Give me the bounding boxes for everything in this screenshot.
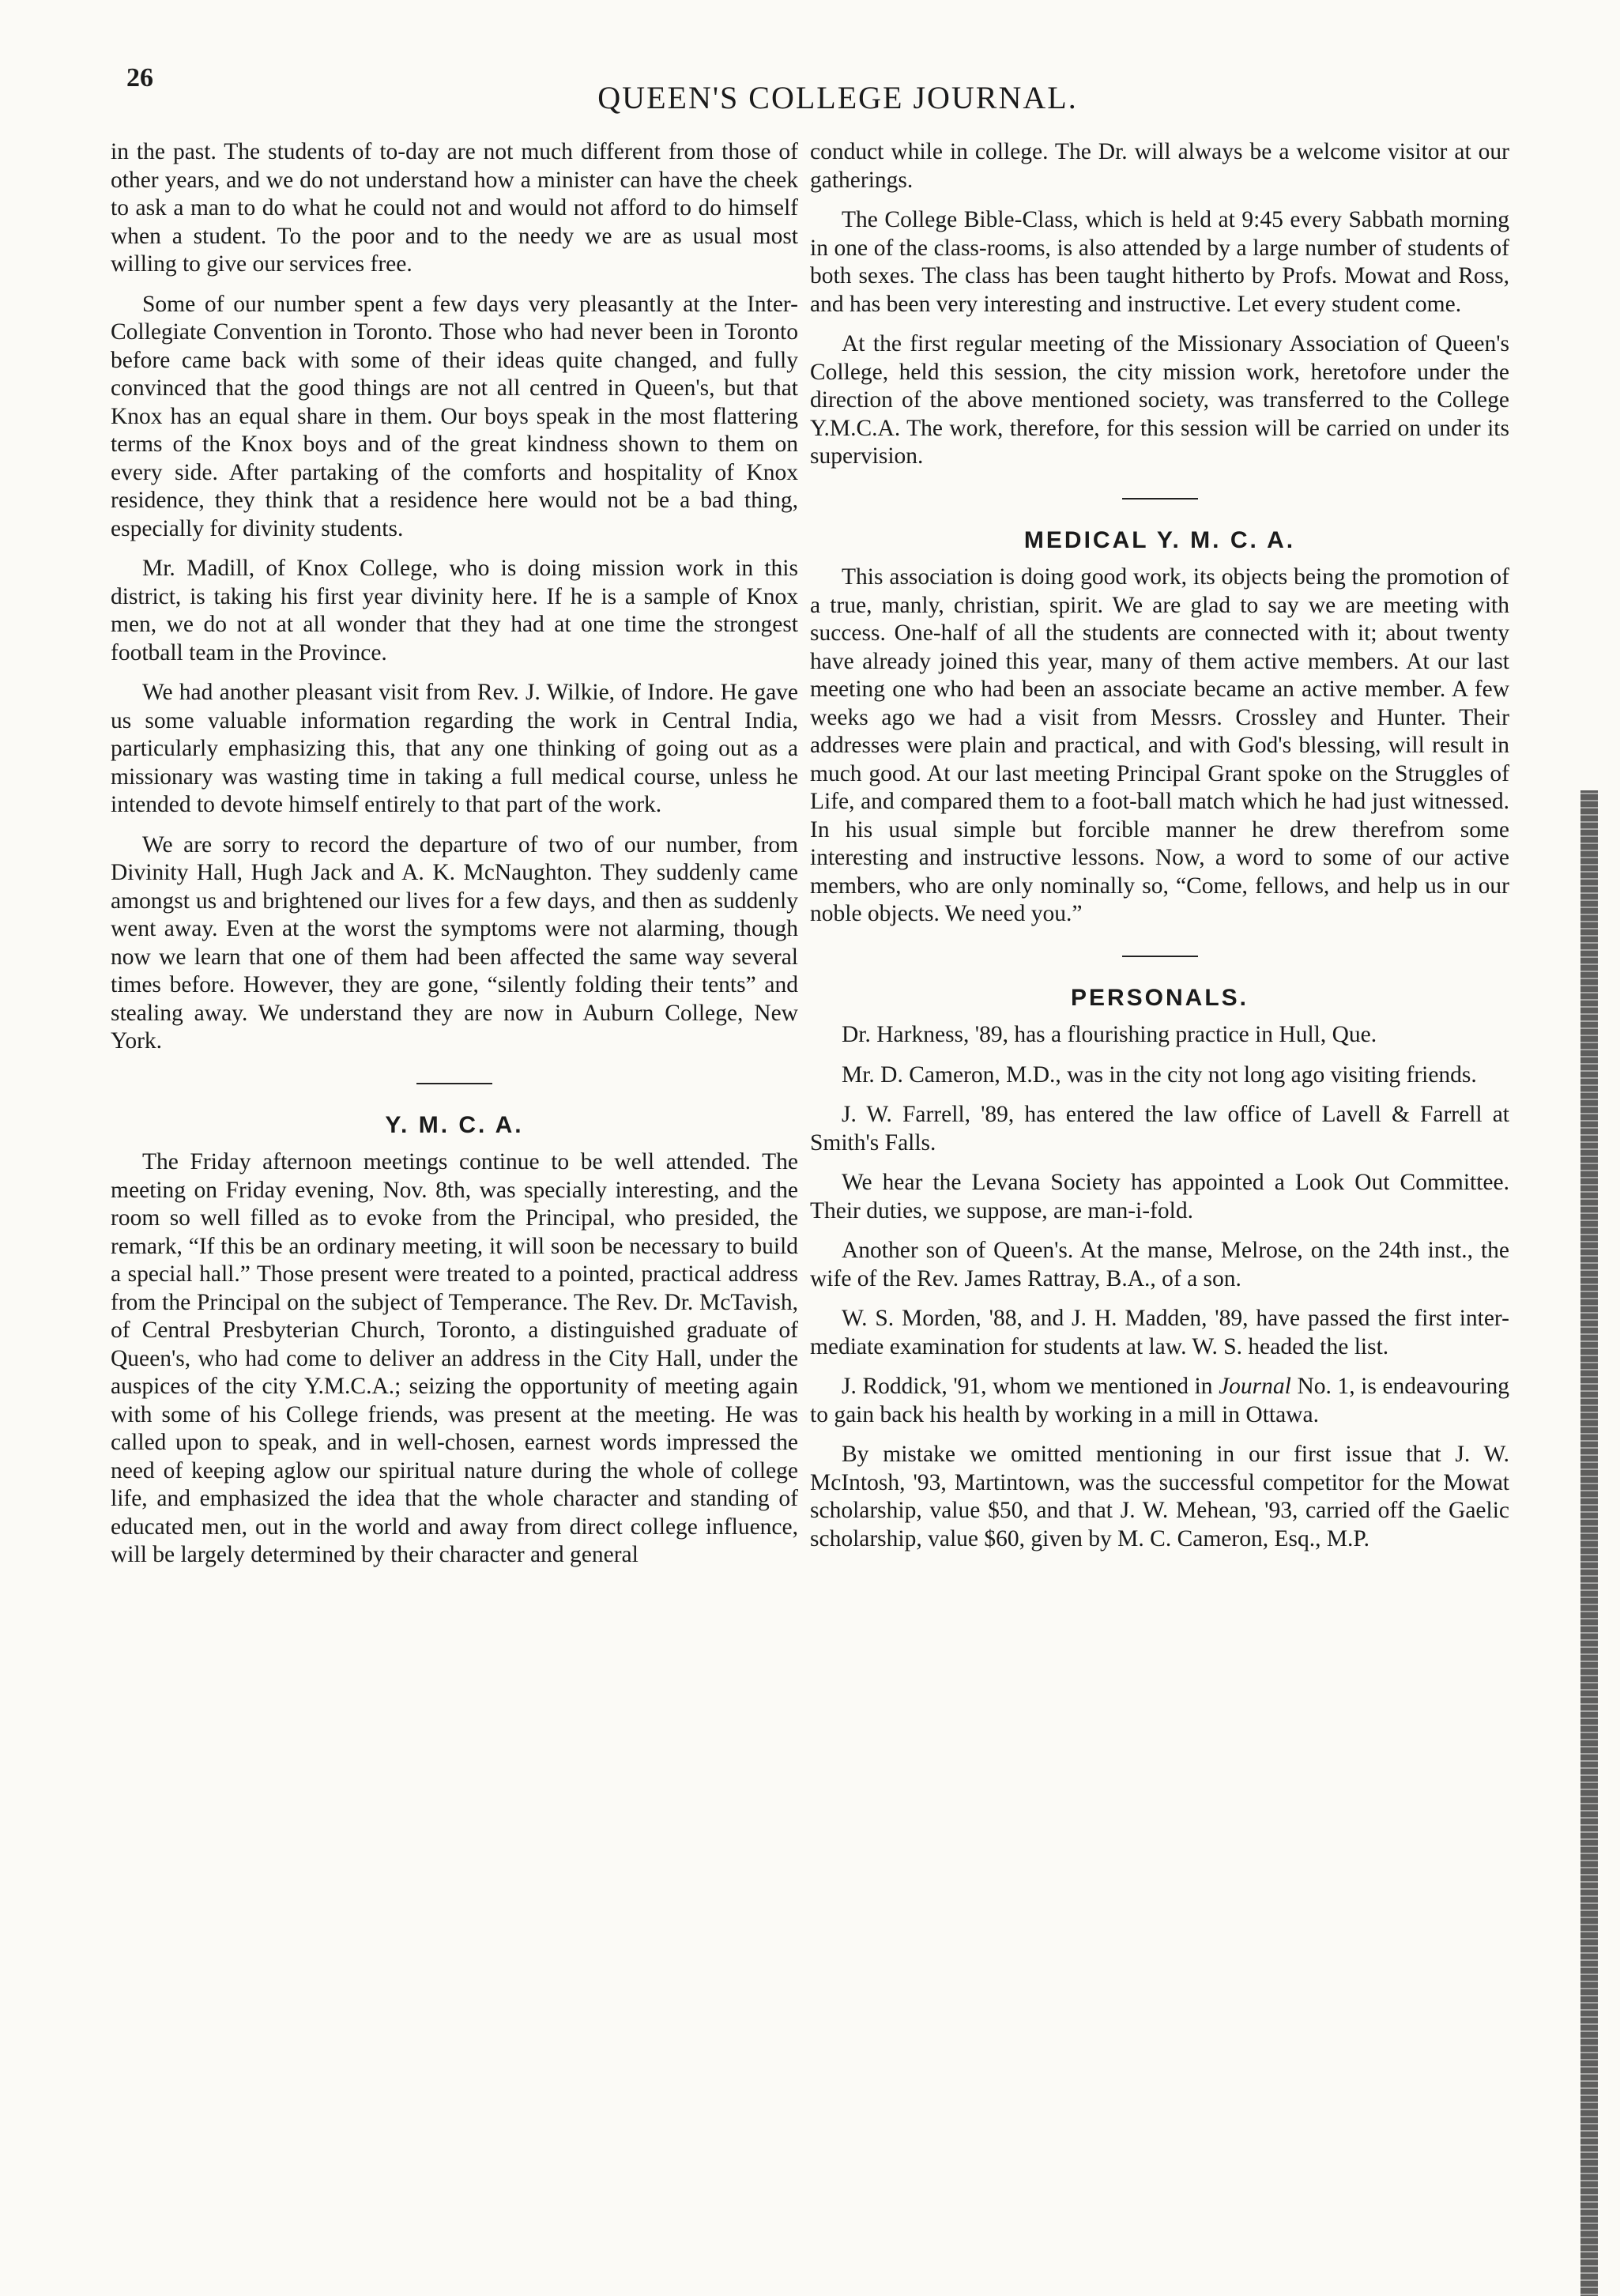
paragraph: conduct while in college. The Dr. will always be a welcome visitor at our gatherings. xyxy=(810,139,1509,193)
paragraph: We are sorry to record the departure of two of our number, from Divinity Hall, Hugh Jack and A. K. McNaughton. They suddenly came amongst us and brightened our lives for a few days, and then as suddenly went away. Even at the worst the symptoms were not alarming, though now we learn that one of them had been affected the same way several times before. However, they are gone, “silently folding their tents” and stealing away. We understand they are now in Auburn College, New York. xyxy=(111,831,798,1054)
binding-edge-mark xyxy=(1580,790,1598,2296)
personal-item: Mr. D. Cameron, M.D., was in the city not long ago visiting friends. xyxy=(842,1061,1477,1088)
personal-item: Another son of Queen's. At the manse, Melrose, on the 24th inst., the wife of the Rev. James Rattray, B.A., of a son. xyxy=(810,1238,1509,1291)
left-column xyxy=(111,138,798,1582)
right-column xyxy=(810,138,1509,1565)
personal-item xyxy=(810,1373,1509,1429)
paragraph: The College Bible-Class, which is held at 9:45 every Sabbath morning in one of the class-rooms, is also attended by a large number of students of both sexes. The class has been taught hitherto by Profs. Mowat and Ross, and has been very interesting and instructive. Let every student come. xyxy=(810,207,1509,317)
paragraph: in the past. The students of to-day are not much different from those of other years, and we do not understand how a minister can have the cheek to ask a man to do what he could not and would not afford to do himself when a student. To the poor and to the needy we are as usual most willing to give our services free. xyxy=(111,139,798,277)
personal-item: By mistake we omitted mentioning in our first issue that J. W. McIntosh, '93, Martintown, was the successful competitor for the Mowat scholarship, value $50, and that J. W. Mehean, '93, carried off the Gaelic scholarship, value $60, given by M. C. Cameron, Esq., M.P. xyxy=(810,1442,1509,1551)
paragraph: At the first regular meeting of the Missionary Association of Queen's College, held this session, the city mission work, heretofore under the direction of the above mentioned society, was transferred to the College Y.M.C.A. The work, therefore, for this session will be carried on under its supervision. xyxy=(810,331,1509,469)
paragraph: This association is doing good work, its objects being the promotion of a true, manly, christian, spirit. We are glad to say we are meeting with success. One-half of all the students are connected with it; about twenty have already joined this year, many of them active members. At our last meeting one who had been an associate became an active member. A few weeks ago we had a visit from Messrs. Crossley and Hunter. Their addresses were plain and practical, and with God's blessing, will result in much good. At our last meeting Principal Grant spoke on the Struggles of Life, and compared them to a foot-ball match which he had just witnessed. In his usual simple but forcible manner he drew therefrom some interesting and instructive lessons. Now, a word to some of our active members, who are only nominally so, “Come, fellows, and help us in our noble objects. We need you.” xyxy=(810,564,1509,926)
paragraph: The Friday afternoon meetings continue to be well attended. The meeting on Friday evening, Nov. 8th, was specially interesting, and the room so well filled as to evoke from the Principal, who presided, the remark, “If this be an ordinary meeting, it will soon be necessary to build a special hall.” Those present were treated to a pointed, practical address from the Principal on the subject of Temperance. The Rev. Dr. McTavish, of Central Presbyterian Church, Toronto, a distinguished graduate of Queen's, who had come to deliver an address in the City Hall, under the auspices of the city Y.M.C.A.; seizing the opportunity of meeting again with some of his College friends, was present at the meeting. He was called upon to speak, and in well-chosen, earnest words impressed the need of keeping aglow our spiritual nature during the whole of college life, and emphasized the idea that the whole character and standing of educated men, out in the world and away from direct college influence, will be largely determined by their character and general xyxy=(111,1149,798,1567)
personal-item: We hear the Levana Society has appointed a Look Out Committee. Their duties, we suppose, are man-i-fold. xyxy=(810,1170,1509,1223)
running-head: QUEEN'S COLLEGE JOURNAL. xyxy=(597,80,1078,115)
personal-item: W. S. Morden, '88, and J. H. Madden, '89, have passed the first inter-mediate examination for students at law. W. S. headed the list. xyxy=(810,1306,1509,1359)
personal-item: Dr. Harkness, '89, has a flourishing practice in Hull, Que. xyxy=(842,1022,1377,1047)
page-number: 26 xyxy=(126,63,153,92)
section-divider xyxy=(416,1083,492,1084)
paragraph: We had another pleasant visit from Rev. J. Wilkie, of Indore. He gave us some valuable information regarding the work in Central India, particularly emphasizing this, that any one thinking of going out as a missionary was wasting time in taking a full medical course, unless he intended to devote himself entirely to that part of the work. xyxy=(111,680,798,817)
journal-title-italic: Journal xyxy=(1219,1374,1291,1399)
personal-item: J. W. Farrell, '89, has entered the law office of Lavell & Farrell at Smith's Falls. xyxy=(810,1102,1509,1156)
section-divider xyxy=(1122,498,1198,500)
paragraph: Mr. Madill, of Knox College, who is doing mission work in this district, is taking his first year divinity here. If he is a sample of Knox men, we do not at all wonder that they had at one time the strongest football team in the Province. xyxy=(111,556,798,665)
section-heading-personals: PERSONALS. xyxy=(1070,984,1249,1011)
section-heading-medical-ymca: MEDICAL Y. M. C. A. xyxy=(1023,526,1296,553)
section-divider xyxy=(1122,956,1198,957)
section-heading-ymca: Y. M. C. A. xyxy=(385,1111,524,1138)
paragraph: Some of our number spent a few days very pleasantly at the Inter-Collegiate Convention in Toronto. Those who had never been in Toronto before came back with some of their ideas quite changed, and fully convinced that the good things are not all centred in Queen's, but that Knox has an equal share in them. Our boys speak in the most flattering terms of the Knox boys and of the great kindness shown to them on every side. After partaking of the comforts and hospitality of Knox residence, they think that a residence here would not be a bad thing, especially for divinity students. xyxy=(111,291,798,541)
personal-text: J. Roddick, '91, whom we mentioned in xyxy=(842,1374,1219,1399)
personal-text: No. 1, is endeavouring to gain back his health by working in a mill in Ottawa. xyxy=(810,1374,1509,1427)
